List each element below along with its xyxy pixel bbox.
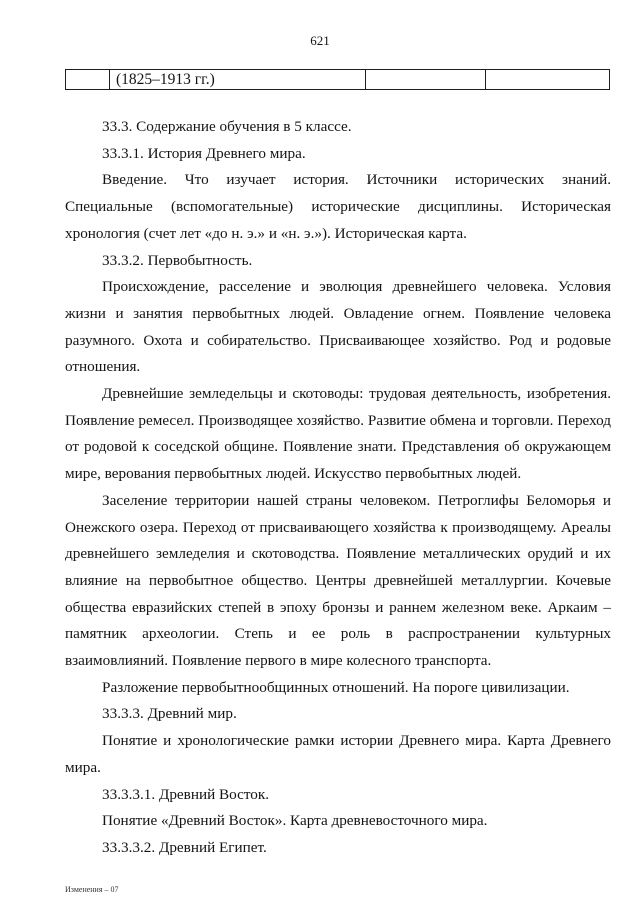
paragraph-introduction: Введение. Что изучает история. Источники исторических знаний. Специальные (вспомогательные) исторические дисциплины. Историческая хронология (счет лет «до н. э.» и «н. э.»). Историческая карта. xyxy=(65,171,611,242)
body-text xyxy=(65,114,611,862)
section-heading-33-3-3-2: 33.3.3.2. Древний Египет. xyxy=(102,838,267,856)
footer-note: Изменения – 07 xyxy=(65,885,119,894)
section-heading-33-3: 33.3. Содержание обучения в 5 классе. xyxy=(102,118,352,135)
table-cell-divider xyxy=(485,70,486,89)
table-cell-divider xyxy=(109,70,110,89)
table-cell-text: (1825–1913 гг.) xyxy=(116,71,215,88)
paragraph-farmers: Древнейшие земледельцы и скотоводы: трудовая деятельность, изобретения. Появление ремесел. Производящее хозяйство. Развитие обмена и торговли. Переход от родовой к соседской общине. Появление знати. Представления об окружающем мире, верования первобытных людей. Искусство первобытных людей. xyxy=(65,385,611,483)
paragraph-origin: Происхождение, расселение и эволюция древнейшего человека. Условия жизни и занятия первобытных людей. Овладение огнем. Появление человека разумного. Охота и собирательство. Присваивающее хозяйство. Род и родовые отношения. xyxy=(65,278,611,376)
table-fragment-row xyxy=(65,69,610,90)
section-heading-33-3-3-1: 33.3.3.1. Древний Восток. xyxy=(102,785,270,803)
section-heading-33-3-2: 33.3.2. Первобытность. xyxy=(102,251,253,269)
section-heading-33-3-3: 33.3.3. Древний мир. xyxy=(102,705,237,723)
paragraph-ancient-east: Понятие «Древний Восток». Карта древневосточного мира. xyxy=(102,812,488,830)
paragraph-decomposition: Разложение первобытнообщинных отношений. На пороге цивилизации. xyxy=(102,678,570,696)
paragraph-settlement: Заселение территории нашей страны человеком. Петроглифы Беломорья и Онежского озера. Переход от присваивающего хозяйства к производящему. Ареалы древнейшего земледелия и скотоводства. Появление металлических орудий и их влияние на первобытное общество. Центры древнейшей металлургии. Кочевые общества евразийских степей в эпоху бронзы и раннем железном веке. Аркаим – памятник археологии. Степь и ее роль в распространении культурных взаимовлияний. Появление первого в мире колесного транспорта. xyxy=(65,491,611,670)
section-heading-33-3-1: 33.3.1. История Древнего мира. xyxy=(102,144,306,162)
paragraph-ancient-world: Понятие и хронологические рамки истории Древнего мира. Карта Древнего мира. xyxy=(65,732,611,776)
table-cell-divider xyxy=(365,70,366,89)
page-number: 621 xyxy=(310,33,330,48)
